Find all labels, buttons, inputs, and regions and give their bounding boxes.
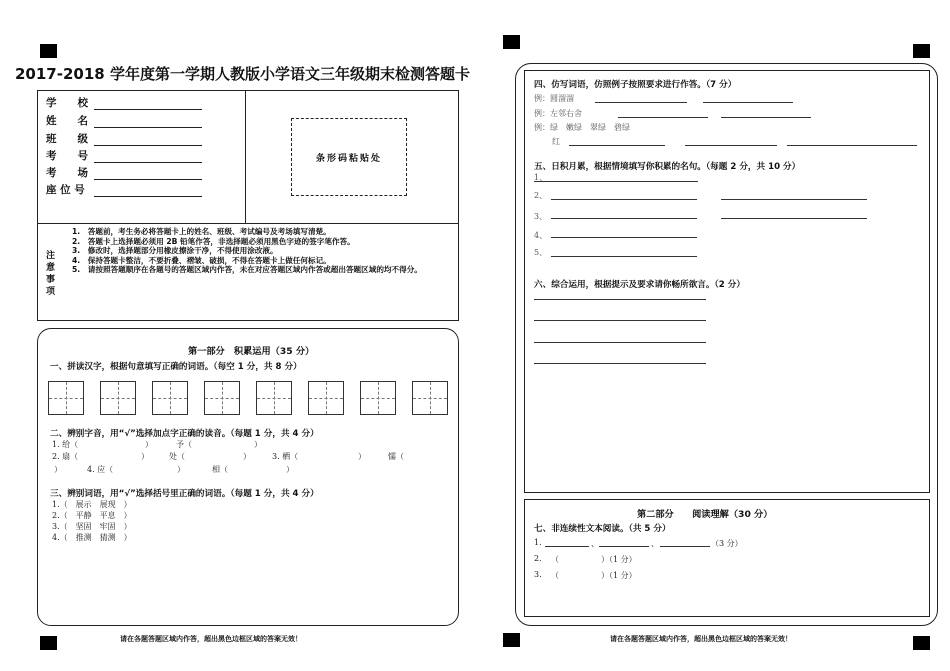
registration-mark [913, 636, 930, 650]
registration-mark [40, 44, 57, 58]
writing-box[interactable] [360, 381, 396, 415]
info-row-class: 班 级 [46, 131, 202, 146]
info-row-seat: 座 位 号 [46, 182, 202, 197]
school-field[interactable] [94, 98, 202, 110]
answer-line[interactable] [534, 320, 706, 321]
registration-mark [503, 35, 520, 49]
q5-heading: 五、日积月累，根据情境填写你积累的名句。（每题 2 分，共 10 分） [534, 162, 801, 172]
writing-box[interactable] [308, 381, 344, 415]
answer-line[interactable] [685, 145, 777, 146]
answer-line[interactable] [551, 237, 697, 238]
name-field[interactable] [94, 116, 202, 128]
answer-line[interactable] [534, 181, 698, 182]
answer-line[interactable] [534, 363, 706, 364]
part1-title: 第一部分 积累运用（35 分） [188, 346, 315, 357]
right-upper-box: 四、仿写词语，仿照例子按照要求进行作答。（7 分） 例：圆溜溜 例：左邻右舍 例：绿 嫩绿 翠绿 碧绿 红 五、日积月累，根据情境填写你积累的名句。（每题 2 分，共 10 分） 1、 2、 3、 4、 5、 六、综合运用，根据提示及要求请你畅所欲言。（2 分） [524, 70, 930, 493]
footer-right: 请在各题答题区域内作答，超出黑色边框区域的答案无效！ [610, 635, 792, 643]
notes-list: 1. 答题前，考生务必将答题卡上的姓名、班级、考试编号及考场填写清楚。 2. 答题卡上选择题必须用 2B 铅笔作答，非选择题必须用黑色字迹的签字笔作答。 3. 修改时，选择题部分用橡皮擦涂干净，不得使用涂改液。 4. 保持答题卡整洁，不要折叠、褶皱、破损，不得在答题卡上做任何标记。 5. 请按照答题顺序在各题号的答题区域内作答，未在对应答题区域内作答或超出答题区域的均不得分。 [72, 227, 422, 274]
registration-mark [503, 633, 520, 647]
q3-option[interactable]: 3.（ 坚固 牢固 ） [52, 522, 132, 531]
q3-option[interactable]: 4.（ 推测 猜测 ） [52, 533, 132, 542]
answer-line[interactable] [721, 117, 811, 118]
class-field[interactable] [94, 134, 202, 146]
registration-mark [913, 44, 930, 58]
part1-box: 第一部分 积累运用（35 分） 一、拼读汉字，根据句意填写正确的词语。（每空 1 分，共 8 分） 二、辨别字音，用“√”选择加点字正确的读音。（每题 1 分，共 4 分） 1. 给（ ） 予（ ） 2. 扇（ ） 处（ ） 3. 栖（ ） 懦（ ） 4. 应（ ） 相（ ） 三、辨别词语，用“√”选择括号里正确的词语。（每题 1 分，共 4 分） 1.（ 展示 展现 ） 2.（ 平静 平息 ） 3.（ 坚固 牢固 ） 4.（ 推测 猜测 ） [37, 328, 459, 626]
notes-label: 注 意 事 项 [46, 251, 56, 297]
part2-title: 第二部分 阅读理解（30 分） [637, 509, 773, 520]
exam-number-field[interactable] [94, 151, 202, 163]
info-row-school: 学 校 [46, 95, 202, 110]
answer-line[interactable] [618, 117, 708, 118]
answer-line[interactable] [599, 546, 649, 547]
part2-box: 第二部分 阅读理解（30 分） 七、非连续性文本阅读。（共 5 分） 1. 、 、 （3 分） 2. （ ）（1 分） 3. （ ）（1 分） [524, 499, 930, 617]
seat-number-field[interactable] [94, 185, 202, 197]
q3-heading: 三、辨别词语，用“√”选择括号里正确的词语。（每题 1 分，共 4 分） [50, 489, 319, 499]
q2-heading: 二、辨别字音，用“√”选择加点字正确的读音。（每题 1 分，共 4 分） [50, 429, 319, 439]
registration-mark [40, 636, 57, 650]
answer-line[interactable] [787, 145, 917, 146]
writing-box[interactable] [204, 381, 240, 415]
answer-line[interactable] [545, 546, 589, 547]
answer-line[interactable] [595, 102, 687, 103]
q7-heading: 七、非连续性文本阅读。（共 5 分） [534, 524, 671, 534]
student-info-box [37, 90, 459, 224]
writing-box[interactable] [256, 381, 292, 415]
writing-box[interactable] [48, 381, 84, 415]
answer-line[interactable] [534, 342, 706, 343]
exam-room-field[interactable] [94, 168, 202, 180]
q6-heading: 六、综合运用，根据提示及要求请你畅所欲言。（2 分） [534, 280, 745, 290]
answer-line[interactable] [551, 256, 697, 257]
answer-line[interactable] [569, 145, 665, 146]
info-row-exam-room: 考 场 [46, 165, 202, 180]
info-row-name: 姓 名 [46, 113, 202, 128]
answer-line[interactable] [534, 299, 706, 300]
writing-box[interactable] [152, 381, 188, 415]
answer-line[interactable] [551, 199, 697, 200]
q3-option[interactable]: 2.（ 平静 平息 ） [52, 511, 132, 520]
answer-line[interactable] [551, 218, 697, 219]
notes-box [37, 223, 459, 321]
barcode-area: 条形码粘贴处 [291, 118, 407, 196]
answer-line[interactable] [721, 199, 867, 200]
info-row-exam-number: 考 号 [46, 148, 202, 163]
q4-heading: 四、仿写词语，仿照例子按照要求进行作答。（7 分） [534, 80, 737, 90]
answer-line[interactable] [703, 102, 793, 103]
divider [245, 91, 246, 224]
writing-box[interactable] [100, 381, 136, 415]
q3-option[interactable]: 1.（ 展示 展现 ） [52, 500, 132, 509]
footer-left: 请在各题答题区域内作答，超出黑色边框区域的答案无效！ [120, 635, 302, 643]
answer-line[interactable] [660, 546, 710, 547]
writing-box[interactable] [412, 381, 448, 415]
answer-line[interactable] [721, 218, 867, 219]
q1-heading: 一、拼读汉字，根据句意填写正确的词语。（每空 1 分，共 8 分） [50, 362, 302, 372]
page-title: 2017-2018 学年度第一学期人教版小学语文三年级期末检测答题卡 [15, 65, 470, 83]
